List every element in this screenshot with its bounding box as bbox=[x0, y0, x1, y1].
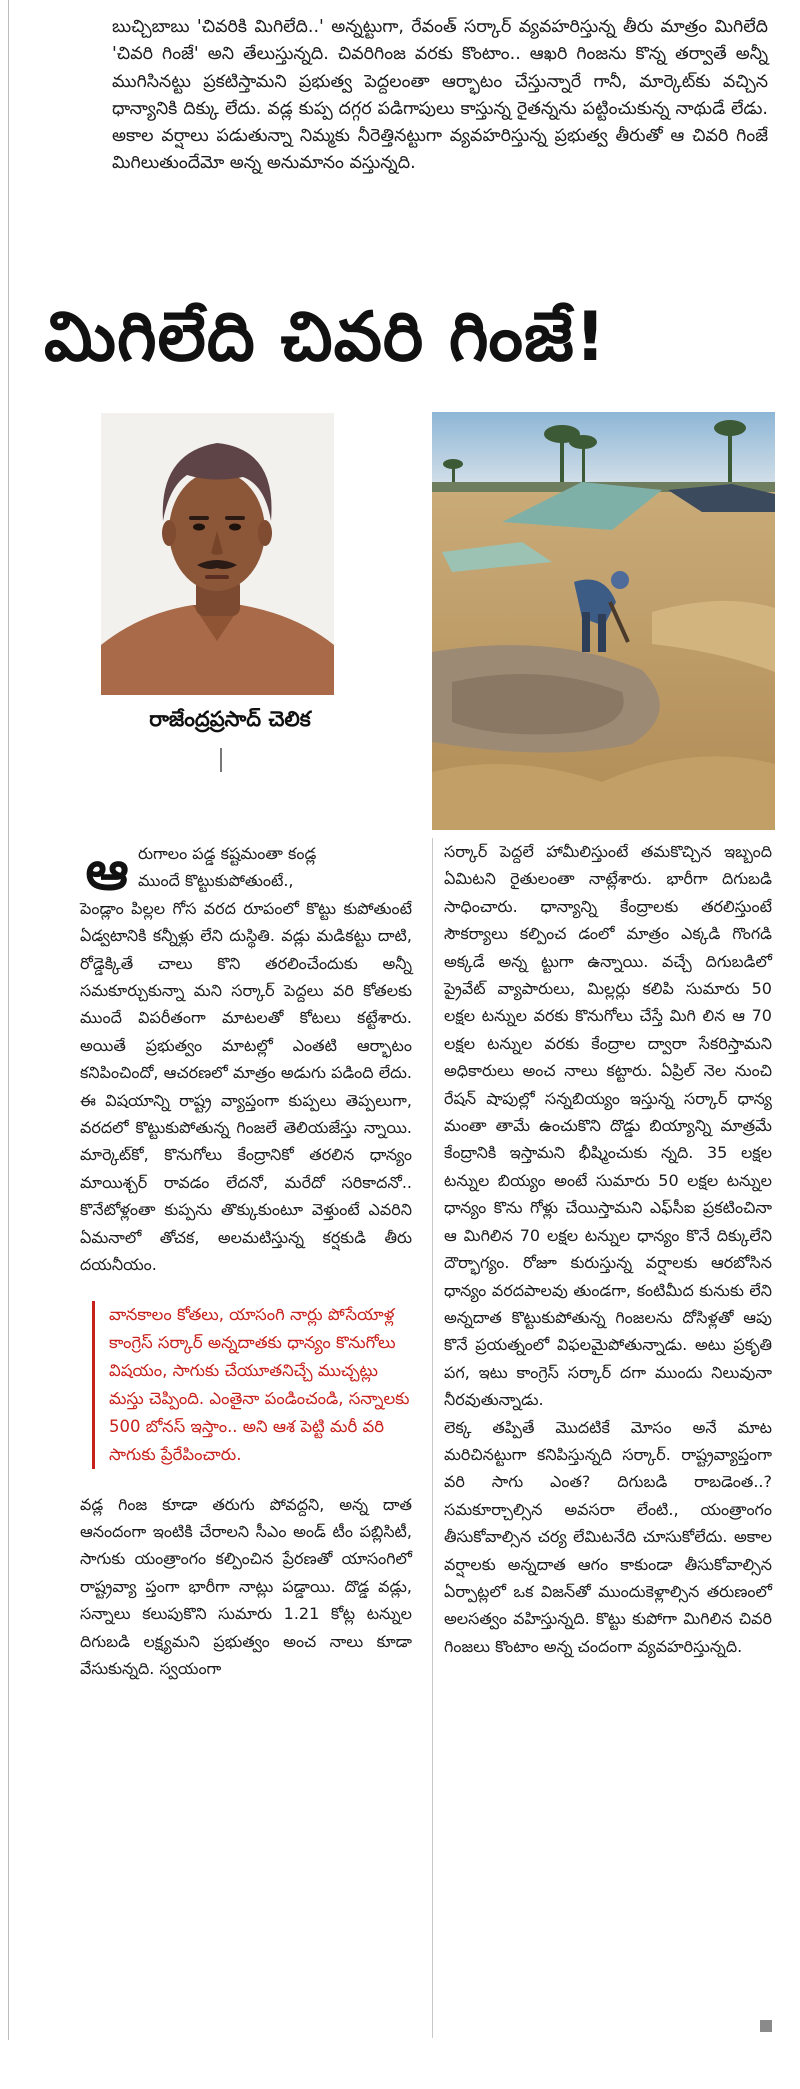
author-portrait bbox=[101, 413, 334, 695]
author-byline: రాజేంద్రప్రసాద్ చెలిక bbox=[149, 707, 311, 731]
column-divider bbox=[432, 838, 433, 2038]
article-column-left bbox=[80, 840, 412, 1682]
article-column-right bbox=[444, 838, 772, 1660]
right-paragraph-1: సర్కార్ పెద్దలే హామీలిస్తుంటే తమకొచ్చిన ఇబ్బంది ఏమిటని రైతులంతా నాట్లేశారు. భారీగా దిగుబడి సాధించారు. ధాన్యాన్ని కేంద్రాలకు తరలిస్తుంటే సౌకర్యాలు కల్పించ డంలో మాత్రం ఎక్కడి గొంగడి అక్కడే అన్న ట్టుగా ఉన్నాయి. వచ్చే దిగుబడిలో ప్రైవేట్ వ్యాపారులు, మిల్లర్లు కలిపి సుమారు 50 లక్షల టన్నుల వరకు కొనుగోలు చేస్తే మిగి లిన ఆ 70 లక్షల టన్నుల వరకు కేంద్రాల ద్వారా సేకరిస్తామని అధికారులు అంచ నాలు కట్టారు. ఏప్రిల్ నెల నుంచి రేషన్ షాపుల్లో సన్నబియ్యం ఇస్తున్న సర్కార్ ధాన్య మంతా తామే ఉంచుకొని దొడ్డు బియ్యాన్ని మాత్రమే కేంద్రానికి ఇస్తామని భీష్మించుకు న్నది. 35 లక్షల టన్నుల బియ్యం అంటే సుమారు 50 లక్షల టన్నుల ధాన్యం కొను గోళ్లు చేయిస్తామని ఎఫ్‌సీఐ ప్రకటించినా ఆ మిగిలిన 70 లక్షల టన్నుల ధాన్యం కొనే దిక్కులేని దౌర్భాగ్యం. రోజూ కురుస్తున్న వర్షాలకు ఆరబోసిన ధాన్యం వరదపాలవు తుండగా, కంటిమీద కునుకు లేని అన్నదాత కొట్టుకుపోతున్న గింజలను దోసిళ్లతో ఆపు కొనే ప్రయత్నంలో విఫలమైపోతున్నాడు. అటు ప్రకృతి పగ, ఇటు కాంగ్రెస్ సర్కార్ దగా ముందు నిలువునా నీరవుతున్నాడు. bbox=[444, 842, 772, 1410]
farmer-field-photo bbox=[432, 412, 775, 830]
left-paragraph-2: వడ్ల గింజ కూడా తరుగు పోవద్దని, అన్న దాత ఆనందంగా ఇంటికి చేరాలని సీఎం అండ్ టీం పబ్లిసిటీ, సాగుకు యంత్రాంగం కల్పించిన ప్రేరణతో యాసంగిలో రాష్ట్రవ్యా ప్తంగా భారీగా నాట్లు పడ్డాయి. దొడ్డ వడ్లు, సన్నాలు కలుపుకొని సుమారు 1.21 కోట్ల టన్నుల దిగుబడి లక్ష్యమని ప్రభుత్వం అంచ నాలు కూడా వేసుకున్నది. స్వయంగా bbox=[80, 1494, 412, 1678]
byline-divider bbox=[220, 748, 222, 772]
left-paragraph-1: పెండ్లాం పిల్లల గోస వరద రూపంలో కొట్టు కుపోతుంటే ఏడ్వటానికి కన్నీళ్లు లేని దుస్థితి. వడ్లు మడికట్టు దాటి, రోడ్డెక్కితే చాలు కొని తరలించేందుకు అన్నీ సమకూర్చుకున్నా మని సర్కార్ పెద్దలు వరి కోతలకు ముందే విపరీతంగా మాటలతో కోటలు కట్టేశారు. అయితే ప్రభుత్వం మాటల్లో ఎంతటి ఆర్భాటం కనిపించిందో, ఆచరణలో మాత్రం అడుగు పడింది లేదు. ఈ విషయాన్ని రాష్ట్ర వ్యాప్తంగా కుప్పలు తెప్పలుగా, వరదలో కొట్టుకుపోతున్న గింజలే తెలియజేస్తు న్నాయి. మార్కెట్‌కో, కొనుగోలు కేంద్రానికో తరలిన ధాన్యం మాయిశ్చర్ రావడం లేదనో, మరేదో సరికాదనో.. కొనేటోళ్లంతా కుప్పను తొక్కుకుంటూ వెళ్తుంటే ఎవరిని ఏమనాలో తోచక, అలమటిస్తున్న కర్షకుడి తీరు దయనీయం. bbox=[80, 898, 412, 1275]
article-end-mark bbox=[760, 2020, 772, 2032]
dropcap-line-1: రుగాలం పడ్డ కష్టమంతా కండ్ల bbox=[138, 844, 317, 863]
headline: మిగిలేది చివరి గింజే! bbox=[44, 298, 607, 377]
page-left-rule bbox=[8, 0, 9, 2040]
dropcap-line-2: ముందే కొట్టుకుపోతుంటే., bbox=[138, 871, 294, 891]
right-paragraph-2: లెక్క తప్పితే మొదటికే మోసం అనే మాట మరిచినట్టుగా కనిపిస్తున్నది సర్కార్. రాష్ట్రవ్యాప్తంగా వరి సాగు ఎంత? దిగుబడి రాబడెంత..? సమకూర్చాల్సిన అవసరా లేంటి., యంత్రాంగం తీసుకోవాల్సిన చర్య లేమిటనేది చూసుకోలేదు. అకాల వర్షాలకు అన్నదాత ఆగం కాకుండా తీసుకోవాల్సిన ఏర్పాట్లలో ఒక విజన్‌తో ముందుకెళ్లాల్సిన తరుణంలో అలసత్వం వహిస్తున్నది. కొట్టు కుపోగా మిగిలిన చివరి గింజలు కొంటాం అన్న చందంగా వ్యవహరిస్తున్నది. bbox=[444, 1417, 772, 1656]
dropcap-letter: ఆ bbox=[85, 839, 129, 902]
intro-paragraph: బుచ్చిబాబు 'చివరికి మిగిలేది..' అన్నట్టుగా, రేవంత్ సర్కార్ వ్యవహరిస్తున్న తీరు మాత్రం మిగిలేది 'చివరి గింజే' అని తేలుస్తున్నది. చివరిగింజ వరకు కొంటాం.. ఆఖరి గింజను కొన్న తర్వాతే అన్నీ ముగిసినట్టు ప్రకటిస్తామని ప్రభుత్వ పెద్దలంతా ఆర్భాటం చేస్తున్నారే గానీ, మార్కెట్‌కు వచ్చిన ధాన్యానికి దిక్కు లేదు. వడ్ల కుప్ప దగ్గర పడిగాపులు కాస్తున్న రైతన్నను పట్టించుకున్న నాథుడే లేడు. అకాల వర్షాలు పడుతున్నా నిమ్మకు నీరెత్తినట్టుగా వ్యవహరిస్తున్న ప్రభుత్వ తీరుతో ఆ చివరి గింజే మిగిలుతుందేమో అన్న అనుమానం వస్తున్నది. bbox=[112, 17, 768, 174]
dropcap-opening bbox=[80, 839, 412, 902]
pull-quote: వానకాలం కోతలు, యాసంగి నార్లు పోసేయాళ్ల కాంగ్రెస్ సర్కార్ అన్నదాతకు ధాన్యం కొనుగోలు విషయం, సాగుకు చేయూతనిచ్చే ముచ్చట్లు మస్తు చెప్పింది. ఎంతైనా పండించండి, సన్నాలకు 500 బోనస్ ఇస్తాం.. అని ఆశ పెట్టి మరీ వరి సాగుకు ప్రేరేపించారు. bbox=[92, 1301, 412, 1469]
